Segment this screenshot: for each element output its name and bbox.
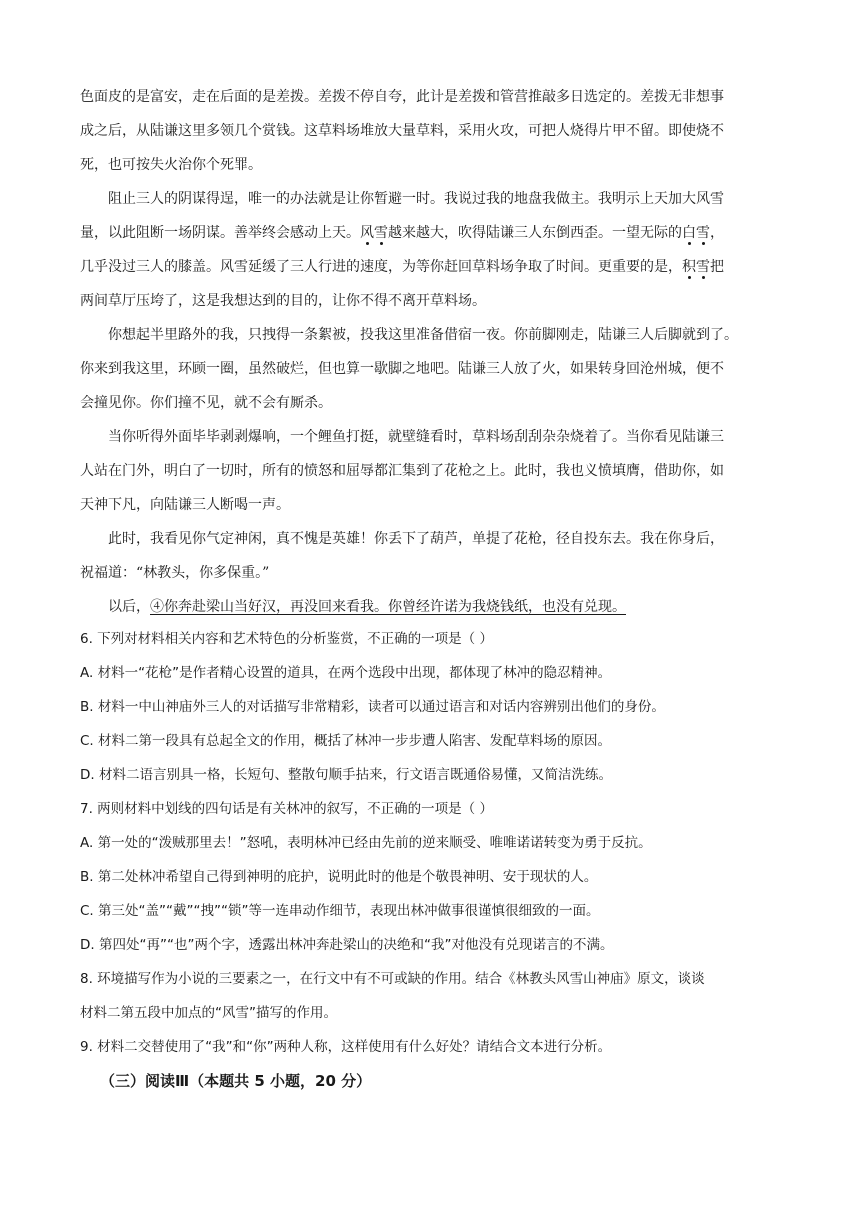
question-7-option-d: D. 第四处“再”“也”两个字，透露出林冲奔赴梁山的决绝和“我”对他没有兑现诺言的不满。: [80, 937, 614, 953]
question-9-stem: 9. 材料二交替使用了“我”和“你”两种人称，这样使用有什么好处？请结合文本进行分析。: [80, 1039, 612, 1055]
emphasis-dot-char: 风: [360, 225, 374, 241]
text-line: 你来到我这里，环顾一圈，虽然破烂，但也算一歇脚之地吧。陆谦三人放了火，如果转身回沧州城，便不: [80, 361, 724, 377]
question-6-option-a: A. 材料一“花枪”是作者精心设置的道具，在两个选段中出现，都体现了林冲的隐忍精神。: [80, 665, 612, 681]
text-line: 阻止三人的阴谋得逞，唯一的办法就是让你暂避一时。我说过我的地盘我做主。我明示上天加大风雪: [108, 191, 724, 207]
text-line: 量，以此阻断一场阴谋。善举终会感动上天。风雪越来越大，吹得陆谦三人东倒西歪。一望无际的白雪，: [80, 225, 724, 241]
question-7-option-c: C. 第三处“盖”“戴”“拽”“锁”等一连串动作细节，表现出林冲做事很谨慎很细致的一面。: [80, 903, 600, 919]
emphasis-dot-char: 白: [682, 225, 696, 241]
passage-paragraph-4: [80, 420, 780, 522]
section-heading: （三）阅读Ⅲ（本题共 5 小题，20 分）: [100, 1072, 372, 1090]
text-line: 以后，④你奔赴梁山当好汉，再没回来看我。你曾经许诺为我烧钱纸，也没有兑现。: [108, 599, 626, 615]
text-line: 人站在门外，明白了一切时，所有的愤怒和屈辱都汇集到了花枪之上。此时，我也义愤填膺，借助你，如: [80, 463, 724, 479]
text-line: 会撞见你。你们撞不见，就不会有厮杀。: [80, 395, 332, 411]
passage-paragraph-1: [80, 80, 780, 182]
question-7-stem: 7. 两则材料中划线的四句话是有关林冲的叙写，不正确的一项是（ ）: [80, 801, 493, 817]
text-line: 天神下凡，向陆谦三人断喝一声。: [80, 497, 290, 513]
question-8-stem-cont: 材料二第五段中加点的“风雪”描写的作用。: [80, 1005, 337, 1021]
passage-paragraph-6: [80, 590, 780, 624]
passage-paragraph-5: [80, 522, 780, 590]
question-7-option-b: B. 第二处林冲希望自己得到神明的庇护，说明此时的他是个敬畏神明、安于现状的人。: [80, 869, 598, 885]
emphasis-dot-char: 积: [682, 259, 696, 275]
text-line: 成之后，从陆谦这里多领几个赏钱。这草料场堆放大量草料，采用火攻，可把人烧得片甲不留。即使烧不: [80, 123, 724, 139]
emphasis-dot-char: 雪: [374, 225, 388, 241]
passage-paragraph-3: [80, 318, 780, 420]
question-6-stem: 6. 下列对材料相关内容和艺术特色的分析鉴赏，不正确的一项是（ ）: [80, 631, 493, 647]
text-line: 两间草厅压垮了，这是我想达到的目的，让你不得不离开草料场。: [80, 293, 486, 309]
question-6-option-c: C. 材料二第一段具有总起全文的作用，概括了林冲一步步遭人陷害、发配草料场的原因。: [80, 733, 612, 749]
text-line: 色面皮的是富安，走在后面的是差拨。差拨不停自夸，此计是差拨和管营推敲多日选定的。差拨无非想事: [80, 89, 724, 105]
text-line: 当你听得外面毕毕剥剥爆响，一个鲤鱼打挺，就壁缝看时，草料场刮刮杂杂烧着了。当你看见陆谦三: [108, 429, 724, 445]
text-line: 死，也可按失火治你个死罪。: [80, 157, 262, 173]
emphasis-dot-char: 雪: [696, 259, 710, 275]
text-line: 此时，我看见你气定神闲，真不愧是英雄！你丢下了葫芦，单提了花枪，径自投东去。我在你身后，: [108, 531, 724, 547]
emphasis-dot-char: 雪: [696, 225, 710, 241]
question-8-stem: 8. 环境描写作为小说的三要素之一，在行文中有不可或缺的作用。结合《林教头风雪山神庙》原文，谈谈: [80, 971, 705, 987]
question-6-option-d: D. 材料二语言别具一格，长短句、整散句顺手拈来，行文语言既通俗易懂，又简洁洗练。: [80, 767, 612, 783]
text-line: 几乎没过三人的膝盖。风雪延缓了三人行进的速度，为等你赶回草料场争取了时间。更重要的是，积雪把: [80, 259, 724, 275]
question-7-option-a: A. 第一处的“泼贼那里去！”怒吼，表明林冲已经由先前的逆来顺受、唯唯诺诺转变为勇于反抗。: [80, 835, 652, 851]
underlined-sentence-4: ④你奔赴梁山当好汉，再没回来看我。你曾经许诺为我烧钱纸，也没有兑现。: [150, 599, 626, 615]
passage-paragraph-2: [80, 182, 780, 318]
text-line: 祝福道：“林教头，你多保重。”: [80, 565, 270, 581]
question-6-option-b: B. 材料一中山神庙外三人的对话描写非常精彩，读者可以通过语言和对话内容辨别出他们的身份。: [80, 699, 665, 715]
text-line: 你想起半里路外的我，只拽得一条絮被，投我这里准备借宿一夜。你前脚刚走，陆谦三人后脚就到了。: [108, 327, 738, 343]
